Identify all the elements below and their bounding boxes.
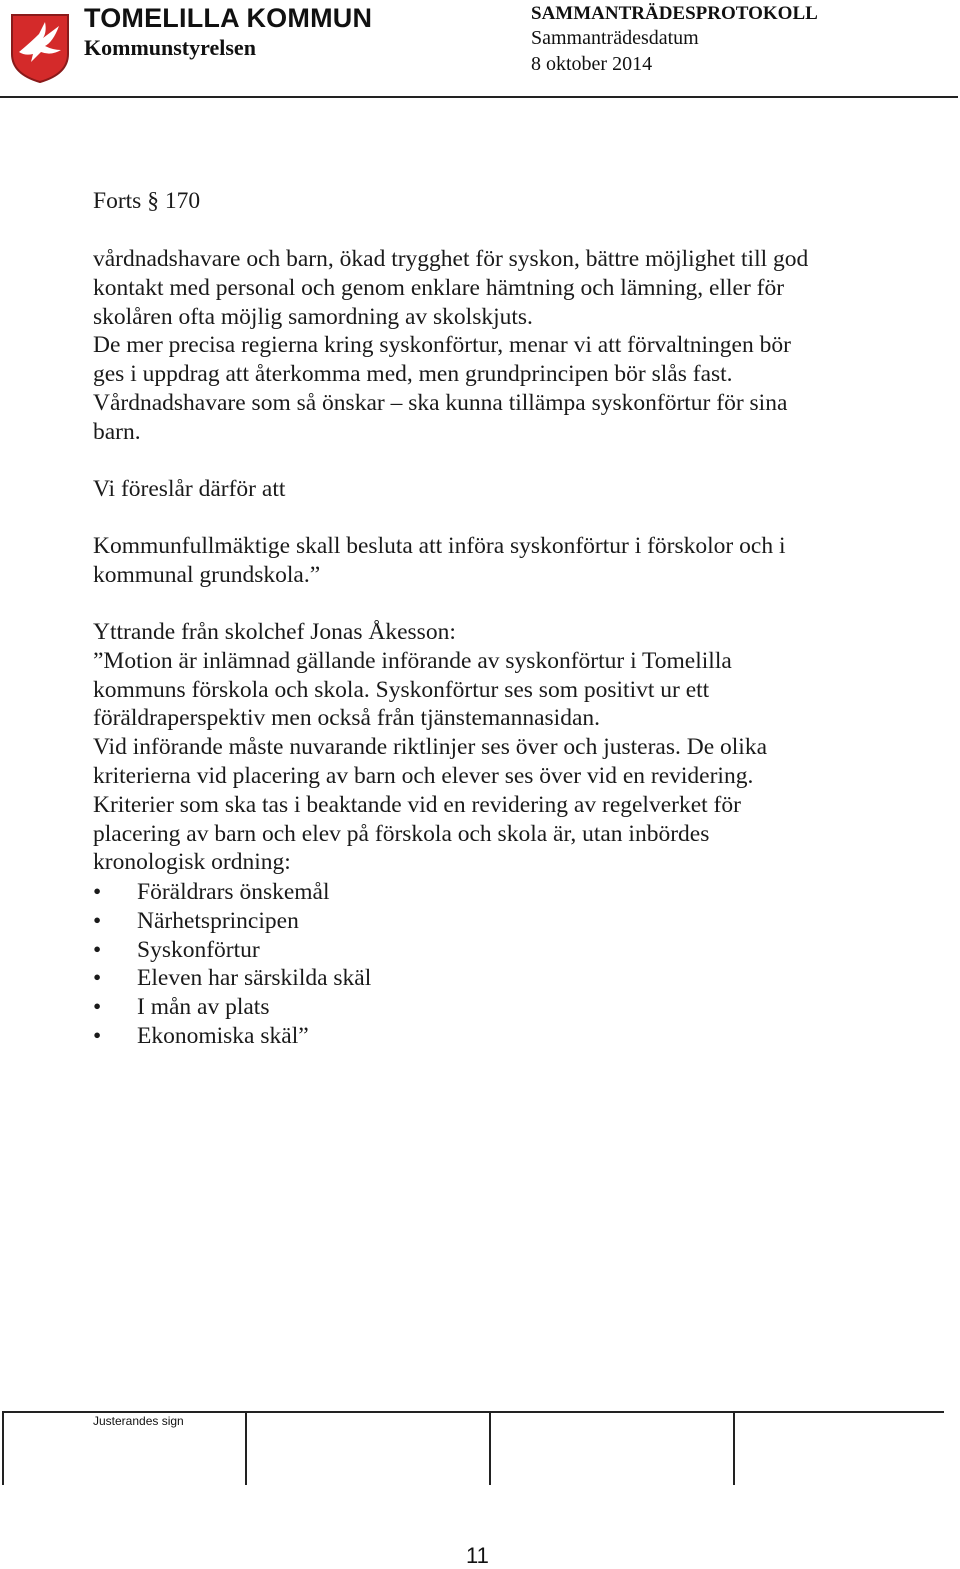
text-line: Kriterier som ska tas i beaktande vid en revidering av regelverket för — [93, 791, 741, 818]
text-line: Vårdnadshavare som så önskar – ska kunna tillämpa syskonförtur för sina — [93, 389, 788, 416]
text-line: placering av barn och elev på förskola och skola är, utan inbördes — [93, 820, 710, 847]
list-item — [93, 993, 371, 1022]
page-number: 11 — [466, 1543, 489, 1568]
section-title-text: Forts § 170 — [93, 188, 201, 214]
list-item — [93, 964, 371, 993]
header-divider — [0, 96, 958, 98]
text-line: vårdnadshavare och barn, ökad trygghet för syskon, bättre möjlighet till god — [93, 246, 809, 272]
list-item — [93, 907, 371, 936]
text-line: ges i uppdrag att återkomma med, men grundprincipen bör slås fast. — [93, 361, 733, 388]
text-line: Yttrande från skolchef Jonas Åkesson: — [93, 619, 456, 645]
meeting-date: 8 oktober 2014 — [531, 53, 653, 75]
criteria-list — [93, 878, 371, 1051]
section-title — [93, 187, 853, 216]
text-line: Vi föreslår därför att — [93, 476, 286, 502]
text-line: ”Motion är inlämnad gällande införande av syskonförtur i Tomelilla — [93, 647, 732, 674]
signature-cell — [489, 1413, 491, 1485]
text-line: kommuns förskola och skola. Syskonförtur ses som positivt ur ett — [93, 676, 710, 703]
bullet-icon: • — [93, 994, 102, 1021]
org-name: TOMELILLA KOMMUN — [84, 3, 373, 33]
bullet-icon: • — [93, 879, 102, 905]
signature-cell — [2, 1413, 4, 1485]
list-item-label: I mån av plats — [137, 994, 270, 1021]
list-item-label: Eleven har särskilda skäl — [137, 965, 372, 992]
text-line: kommunal grundskola.” — [93, 561, 321, 588]
paragraph-statement — [93, 618, 853, 877]
text-line: Vid införande måste nuvarande riktlinjer ses över och justeras. De olika — [93, 734, 767, 761]
text-line: barn. — [93, 418, 141, 445]
document-type: SAMMANTRÄDESPROTOKOLL — [531, 3, 818, 24]
list-item-label: Ekonomiska skäl” — [137, 1022, 309, 1049]
paragraph-proposal — [93, 532, 853, 590]
list-item — [93, 936, 371, 965]
signature-cell — [733, 1413, 735, 1485]
text-line: kontakt med personal och genom enklare hämtning och lämning, eller för — [93, 274, 785, 301]
text-line: kriterierna vid placering av barn och elever ses över vid en revidering. — [93, 762, 754, 789]
text-line: föräldraperspektiv men också från tjänstemannasidan. — [93, 705, 601, 732]
org-unit: Kommunstyrelsen — [84, 35, 256, 60]
signature-label: Justerandes sign — [93, 1414, 184, 1428]
bullet-icon: • — [93, 1022, 102, 1049]
list-item-label: Närhetsprincipen — [137, 907, 299, 934]
paragraph-motion-continued — [93, 245, 853, 447]
bullet-icon: • — [93, 965, 102, 992]
text-line: Kommunfullmäktige skall besluta att införa syskonförtur i förskolor och i — [93, 533, 786, 559]
list-item-label: Föräldrars önskemål — [137, 879, 330, 905]
paragraph-proposal-intro — [93, 475, 853, 504]
text-line: De mer precisa regierna kring syskonförtur, menar vi att förvaltningen bör — [93, 332, 791, 359]
text-line: kronologisk ordning: — [93, 849, 291, 876]
coat-of-arms-icon — [9, 12, 71, 84]
signature-cell — [245, 1413, 247, 1485]
meeting-date-label: Sammanträdesdatum — [531, 27, 699, 49]
list-item — [93, 878, 371, 907]
bullet-icon: • — [93, 907, 102, 934]
list-item-label: Syskonförtur — [137, 936, 260, 963]
list-item — [93, 1022, 371, 1051]
bullet-icon: • — [93, 936, 102, 963]
text-line: skolåren ofta möjlig samordning av skolskjuts. — [93, 303, 533, 330]
